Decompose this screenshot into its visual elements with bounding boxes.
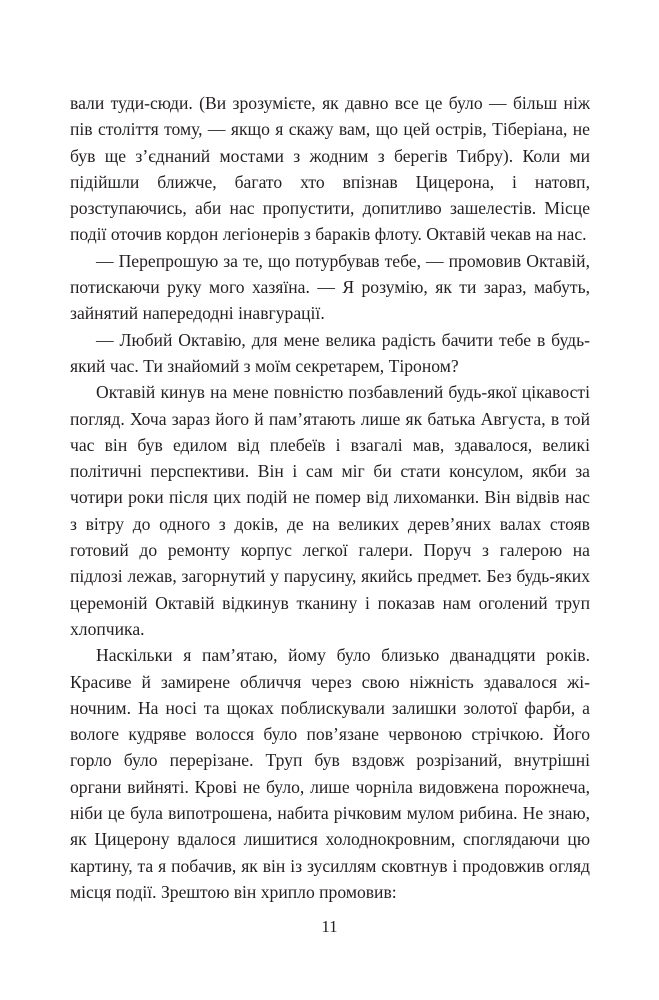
- paragraph-4: Октавій кинув на мене повністю позбавлений будь-якої цікавості погляд. Хоча зараз його й пам’ятають лише як батька Августа, в той час він був едилом від плебеїв і взагалі мав, здавалося, великі політичні перспективи. Він і сам міг би стати консулом, якби за чотири роки після цих подій не помер від лихоманки. Він відвів нас з вітру до одного з доків, де на великих дерев’яних валах стояв готовий до ремонту корпус легкої галери. Поруч з галерою на підлозі лежав, загорнутий у парусину, якийсь предмет. Без будь-яких церемоній Октавій відкинув тканину і показав нам оголений труп хлопчика.: [70, 382, 590, 639]
- book-page-text: [70, 90, 590, 905]
- paragraph-5: Наскільки я пам’ятаю, йому було близько дванадцяти років. Красиве й замирене обличчя через свою ніжність здавалося жіночним. На носі та щоках поблискували залишки золотої фарби, а вологе кудряве волосся було пов’язане червоною стрічкою. Його горло було перерізане. Труп був вздовж розрізаний, внутрішні органи вийняті. Крові не було, лише чорніла видовжена порожнеча, ніби це була випотрошена, набита річковим мулом рибина. Не знаю, як Цицерону вдалося лишитися холоднокровним, споглядаючи цю картину, та я побачив, як він із зусиллям сковтнув і продовжив огляд місця події. Зрештою він хрипло промовив:: [70, 645, 590, 902]
- page-number: 11: [321, 917, 338, 936]
- paragraph-2: — Перепрошую за те, що потурбував тебе, — промовив Октавій, потискаючи руку мого хазяїна. — Я розумію, як ти зараз, мабуть, зайнятий напередодні інавгурації.: [70, 250, 590, 324]
- paragraph-1: вали туди-сюди. (Ви зрозумієте, як давно все це було — більш ніж пів століття тому, — якщо я скажу вам, що цей острів, Тіберіана, не був ще з’єднаний мостами з жодним з берегів Тибру). Коли ми підійшли ближче, багато хто впізнав Цицерона, і натовп, розступаючись, аби нас пропустити, допитливо зашелестів. Місце події оточив кордон легіонерів з бараків флоту. Октавій чекав на нас.: [70, 93, 590, 245]
- paragraph-3: — Любий Октавію, для мене велика радість бачити тебе в будь-який час. Ти знайомий з моїм секретарем, Тіроном?: [70, 329, 590, 376]
